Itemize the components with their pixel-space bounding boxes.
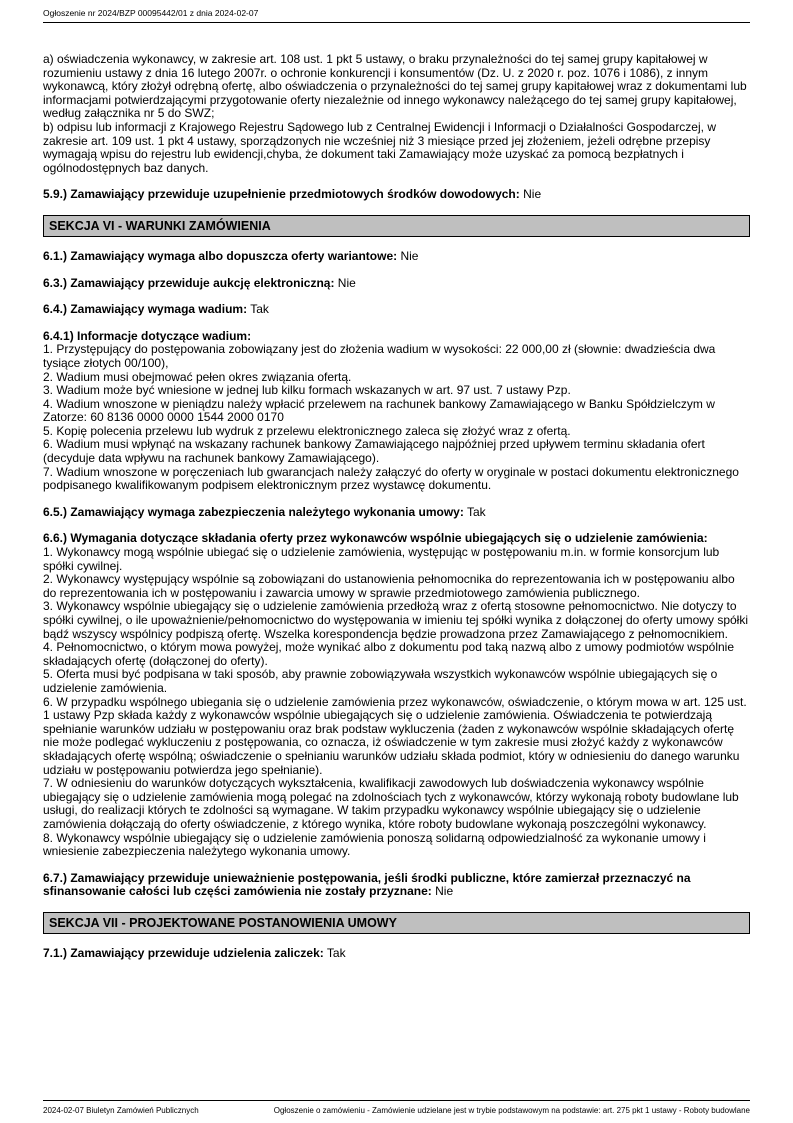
field-6-1-label: 6.1.) Zamawiający wymaga albo dopuszcza oferty wariantowe: bbox=[43, 248, 398, 263]
subsection-6-6-item: 3. Wykonawcy wspólnie ubiegający się o udzielenie zamówienia przedłożą wraz z ofertą stosowne pełnomocnictwo. Nie dotyczy to spółki cywilnej, o ile upoważnienie/pełnomocnictwo do występowania w imieniu tej spółki wynika z dołączonej do oferty umowy spółki bądź wszyscy wspólnicy podpiszą ofertę. Wszelka korespondencja będzie prowadzona przez Zamawiającego z pełnomocnikiem. bbox=[43, 599, 749, 641]
field-6-1-value: Nie bbox=[400, 248, 419, 263]
document-footer bbox=[43, 1100, 750, 1115]
field-5-9 bbox=[43, 188, 750, 202]
clause-a-paragraph: a) oświadczenia wykonawcy, w zakresie art. 108 ust. 1 pkt 5 ustawy, o braku przynależności do tej samej grupy kapitałowej w rozumieniu ustawy z dnia 16 lutego 2007r. o ochronie konkurencji i konsumentów (Dz. U. z 2020 r. poz. 1076 i 1086), z innym wykonawcą, który złożył odrębną ofertę, albo oświadczenia o przynależności do tej samej grupy kapitałowej wraz z dokumentami lub informacjami potwierdzającymi przygotowanie oferty niezależnie od innego wykonawcy należącego do tej samej grupy kapitałowej, według załącznika nr 5 do SWZ; bbox=[43, 52, 747, 121]
subsection-6-4-1-item: 7. Wadium wnoszone w poręczeniach lub gwarancjach należy załączyć do oferty w oryginale w postaci dokumentu elektronicznego podpisanego kwalifikowanym podpisem elektronicznym przez wystawcę dokumentu. bbox=[43, 464, 739, 493]
field-6-7 bbox=[43, 872, 750, 899]
subsection-6-6 bbox=[43, 532, 750, 858]
field-6-3-label: 6.3.) Zamawiający przewiduje aukcję elektroniczną: bbox=[43, 275, 335, 290]
field-5-9-label: 5.9.) Zamawiający przewiduje uzupełnienie przedmiotowych środków dowodowych: bbox=[43, 187, 520, 202]
field-6-5-value: Tak bbox=[466, 504, 486, 519]
field-7-1-label: 7.1.) Zamawiający przewiduje udzielenia zaliczek: bbox=[43, 945, 324, 960]
footer-bulletin-label: 2024-02-07 Biuletyn Zamówień Publicznych bbox=[43, 1106, 199, 1115]
field-7-1 bbox=[43, 947, 750, 961]
field-6-7-value: Nie bbox=[435, 884, 454, 899]
subsection-6-6-item: 2. Wykonawcy występujący wspólnie są zobowiązani do ustanowienia pełnomocnika do reprezentowania ich w postępowaniu albo do reprezentowania ich w postępowaniu i zawarcia umowy w sprawie przedmiotowego zamówienia publicznego. bbox=[43, 572, 735, 600]
subsection-6-6-heading: 6.6.) Wymagania dotyczące składania oferty przez wykonawców wspólnie ubiegających się o udzielenie zamówienia: bbox=[43, 531, 708, 546]
subsection-6-6-item: 8. Wykonawcy wspólnie ubiegający się o udzielenie zamówienia ponoszą solidarną odpowiedzialność za wykonanie umowy i wniesienie zabezpieczenia należytego wykonania umowy. bbox=[43, 830, 706, 859]
subsection-6-4-1-item: 2. Wadium musi obejmować pełen okres związania ofertą. bbox=[43, 369, 352, 384]
field-5-9-value: Nie bbox=[523, 187, 542, 202]
subsection-6-6-item: 6. W przypadku wspólnego ubiegania się o udzielenie zamówienia przez wykonawców, oświadczenie, o którym mowa w art. 125 ust. 1 ustawy Pzp składa każdy z wykonawców wspólnie ubiegających się o udzielenie zamówienia. Oświadczenia te potwierdzają spełnianie warunków udziału w postępowaniu oraz brak podstaw wykluczenia (żaden z wykonawców wspólnie składających ofertę nie może podlegać wykluczeniu z postępowania, co oznacza, iż oświadczenie w tym zakresie musi złożyć każdy z wykonawców składających ofertę wspólną; oświadczenie o spełnianiu warunków udziału składa podmiot, który w odniesieniu do danego warunku udziału w postępowaniu potwierdza jego spełnianie). bbox=[43, 694, 747, 777]
field-6-4-value: Tak bbox=[250, 302, 269, 317]
subsection-6-4-1-heading: 6.4.1) Informacje dotyczące wadium: bbox=[43, 328, 252, 343]
notice-number: Ogłoszenie nr 2024/BZP 00095442/01 z dnia 2024-02-07 bbox=[43, 8, 259, 18]
subsection-6-4-1-item: 3. Wadium może być wniesione w jednej lub kilku formach wskazanych w art. 97 ust. 7 ustawy Pzp. bbox=[43, 383, 571, 398]
field-6-5 bbox=[43, 506, 750, 520]
field-7-1-value: Tak bbox=[326, 945, 346, 960]
subsection-6-4-1-item: 4. Wadium wnoszone w pieniądzu należy wpłacić przelewem na rachunek bankowy Zamawiającego w Banku Spółdzielczym w Zatorze: 60 8136 0000 0000 1544 2000 0170 bbox=[43, 396, 715, 425]
field-6-3 bbox=[43, 277, 750, 291]
field-6-1 bbox=[43, 250, 750, 264]
subsection-6-6-item: 4. Pełnomocnictwo, o którym mowa powyżej, może wynikać albo z dokumentu pod taką nazwą albo z umowy podmiotów wspólnie składających ofertę (dołączonej do oferty). bbox=[43, 640, 734, 668]
field-6-7-label: 6.7.) Zamawiający przewiduje unieważnienie postępowania, jeśli środki publiczne, które zamierzał przeznaczyć na sfinansowanie całości lub części zamówienia nie zostały przyznane: bbox=[43, 870, 691, 899]
field-6-4 bbox=[43, 303, 750, 317]
field-6-3-value: Nie bbox=[337, 275, 356, 290]
field-6-4-label: 6.4.) Zamawiający wymaga wadium: bbox=[43, 302, 248, 317]
document-header bbox=[43, 8, 750, 23]
subsection-6-6-item: 7. W odniesieniu do warunków dotyczących wykształcenia, kwalifikacji zawodowych lub doświadczenia wykonawcy wspólnie ubiegający się o udzielenie zamówienia mogą polegać na zdolnościach tych z wykonawców, którzy wykonają roboty budowlane lub usługi, do realizacji których te zdolności są wymagane. W takim przypadku wykonawcy wspólnie ubiegający się o udzielenie zamówienia dołączają do oferty oświadczenie, z którego wynika, które roboty budowlane wykonają poszczególni wykonawcy. bbox=[43, 776, 739, 831]
subsection-6-6-item: 1. Wykonawcy mogą wspólnie ubiegać się o udzielenie zamówienia, występując w postępowaniu m.in. w formie konsorcjum lub spółki cywilnej. bbox=[43, 545, 720, 573]
section-bar-vi: SEKCJA VI - WARUNKI ZAMÓWIENIA bbox=[43, 215, 750, 237]
subsection-6-4-1-item: 6. Wadium musi wpłynąć na wskazany rachunek bankowy Zamawiającego najpóźniej przed upływem terminu składania ofert (decyduje data wpływu na rachunek bankowy Zamawiającego). bbox=[43, 437, 705, 466]
subsection-6-4-1 bbox=[43, 330, 750, 493]
subsection-6-4-1-item: 1. Przystępujący do postępowania zobowiązany jest do złożenia wadium w wysokości: 22 000,00 zł (słownie: dwadzieścia dwa tysiące złotych 00/100), bbox=[43, 342, 716, 370]
field-6-5-label: 6.5.) Zamawiający wymaga zabezpieczenia należytego wykonania umowy: bbox=[43, 504, 464, 519]
subsection-6-6-item: 5. Oferta musi być podpisana w taki sposób, aby prawnie zobowiązywała wszystkich wykonawców wspólnie ubiegających się o udzielenie zamówienia. bbox=[43, 667, 718, 695]
clause-b-paragraph: b) odpisu lub informacji z Krajowego Rejestru Sądowego lub z Centralnej Ewidencji i Informacji o Działalności Gospodarczej, w zakresie art. 109 ust. 1 pkt 4 ustawy, sporządzonych nie wcześniej niż 3 miesiące przed jej złożeniem, jeżeli odrębne przepisy wymagają wpisu do rejestru lub ewidencji,chyba, że dokument taki Zamawiający może uzyskać za pomocą bezpłatnych i ogólnodostępnych baz danych. bbox=[43, 119, 716, 175]
document-body bbox=[43, 53, 750, 960]
subsection-6-4-1-item: 5. Kopię polecenia przelewu lub wydruk z przelewu elektronicznego zaleca się złożyć wraz z ofertą. bbox=[43, 423, 571, 438]
section-bar-vii: SEKCJA VII - PROJEKTOWANE POSTANOWIENIA UMOWY bbox=[43, 912, 750, 934]
footer-notice-type-label: Ogłoszenie o zamówieniu - Zamówienie udzielane jest w trybie podstawowym na podstawie: art. 275 pkt 1 ustawy - Roboty budowlane bbox=[273, 1106, 750, 1115]
